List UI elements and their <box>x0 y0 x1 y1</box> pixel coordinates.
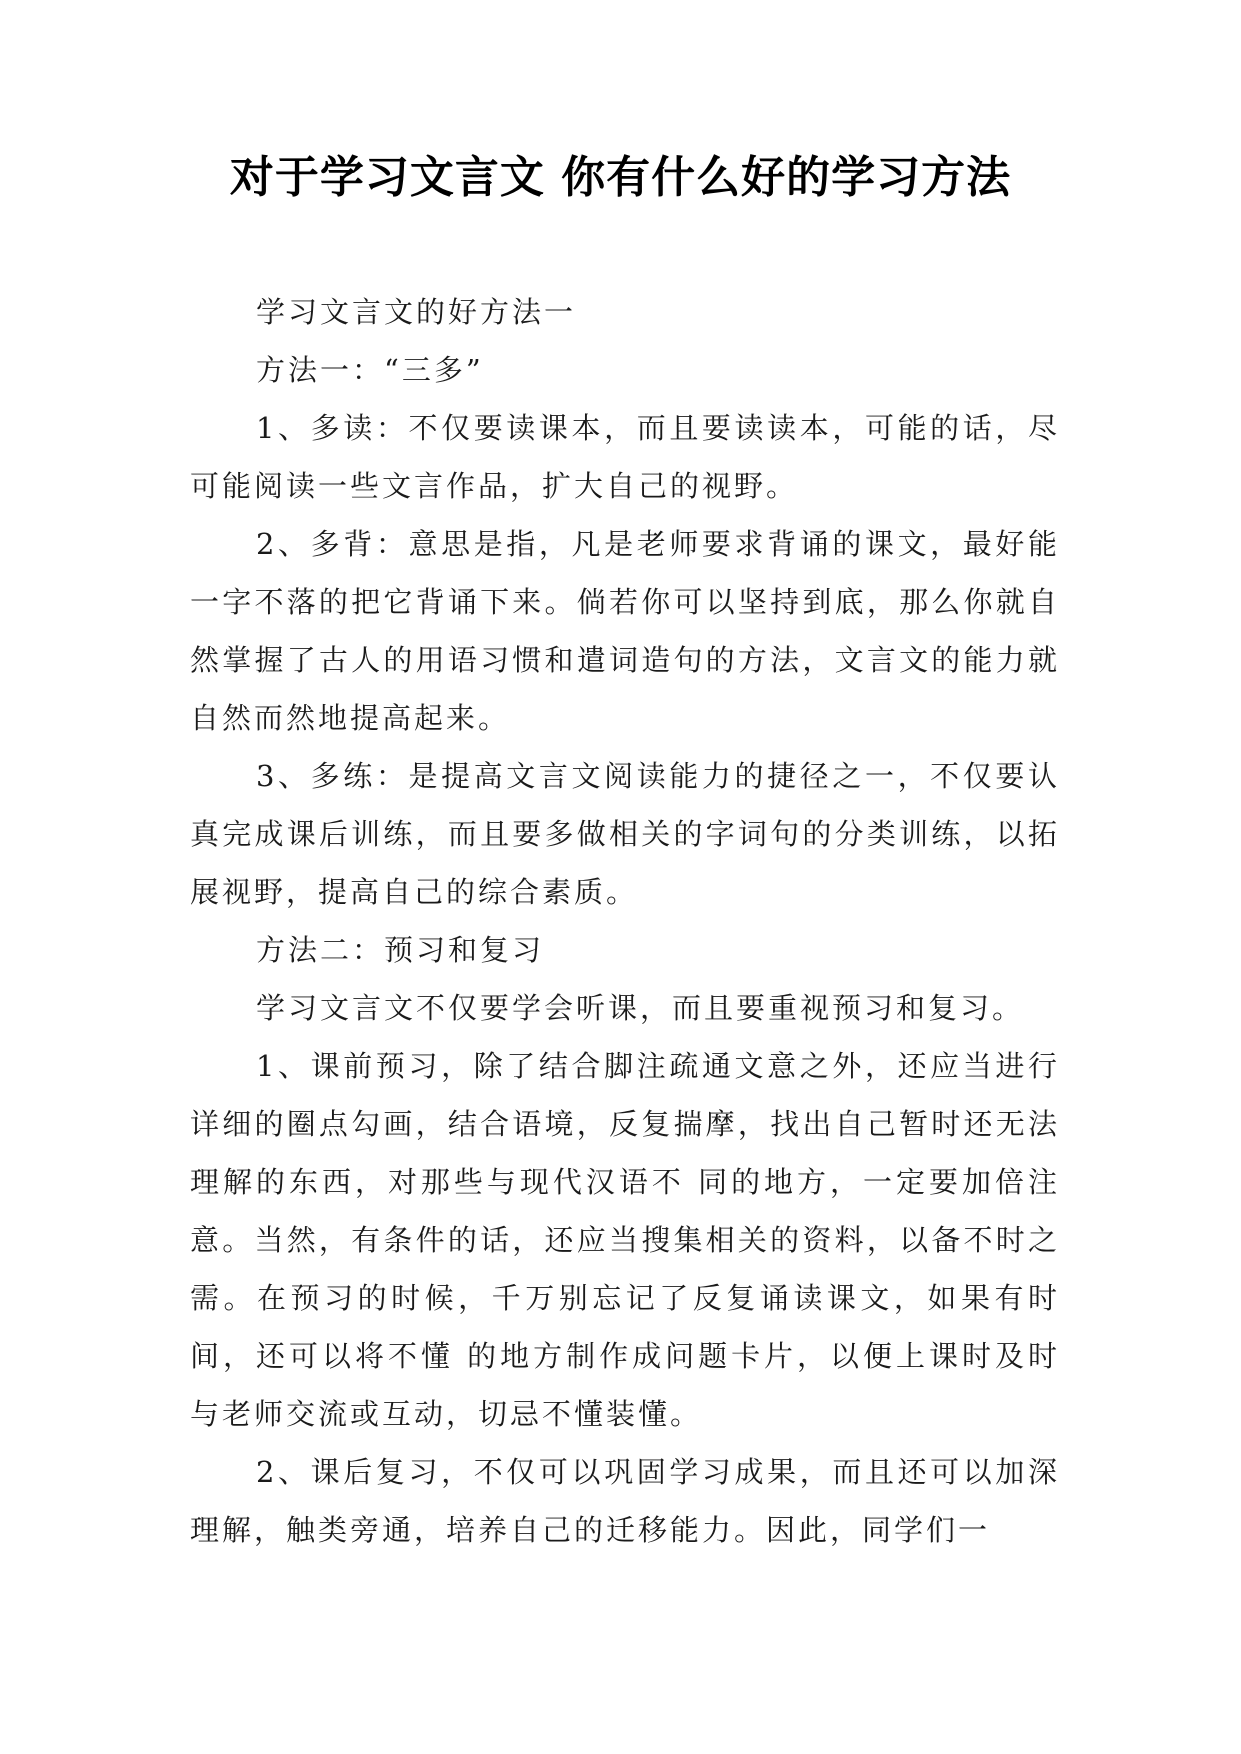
paragraph: 1、多读：不仅要读课本，而且要读读本，可能的话，尽可能阅读一些文言作品，扩大自己的视野。 <box>190 411 1060 503</box>
document-body <box>190 283 1060 1559</box>
paragraph: 3、多练：是提高文言文阅读能力的捷径之一，不仅要认真完成课后训练，而且要多做相关的字词句的分类训练，以拓展视野，提高自己的综合素质。 <box>190 759 1060 909</box>
method-heading: 方法二：预习和复习 <box>256 933 545 967</box>
paragraph: 学习文言文不仅要学会听课，而且要重视预习和复习。 <box>256 991 1025 1025</box>
document-title: 对于学习文言文 你有什么好的学习方法 <box>229 152 1012 203</box>
method-heading: 方法一：“三多” <box>256 353 484 387</box>
paragraph: 2、课后复习，不仅可以巩固学习成果，而且还可以加深理解，触类旁通，培养自己的迁移能力。因此，同学们一 <box>190 1455 1060 1547</box>
paragraph: 1、课前预习，除了结合脚注疏通文意之外，还应当进行详细的圈点勾画，结合语境，反复揣摩，找出自己暂时还无法理解的东西，对那些与现代汉语不 同的地方，一定要加倍注意。当然，有条件的话，还应当搜集相关的资料，以备不时之需。在预习的时候，千万别忘记了反复诵读课文，如果有时间，还可以将不懂 的地方制作成问题卡片，以便上课时及时与老师交流或互动，切忌不懂装懂。 <box>190 1049 1060 1431</box>
paragraph: 2、多背：意思是指，凡是老师要求背诵的课文，最好能一字不落的把它背诵下来。倘若你可以坚持到底，那么你就自然掌握了古人的用语习惯和遣词造句的方法，文言文的能力就自然而然地提高起来。 <box>190 527 1060 735</box>
section-heading: 学习文言文的好方法一 <box>256 295 577 329</box>
